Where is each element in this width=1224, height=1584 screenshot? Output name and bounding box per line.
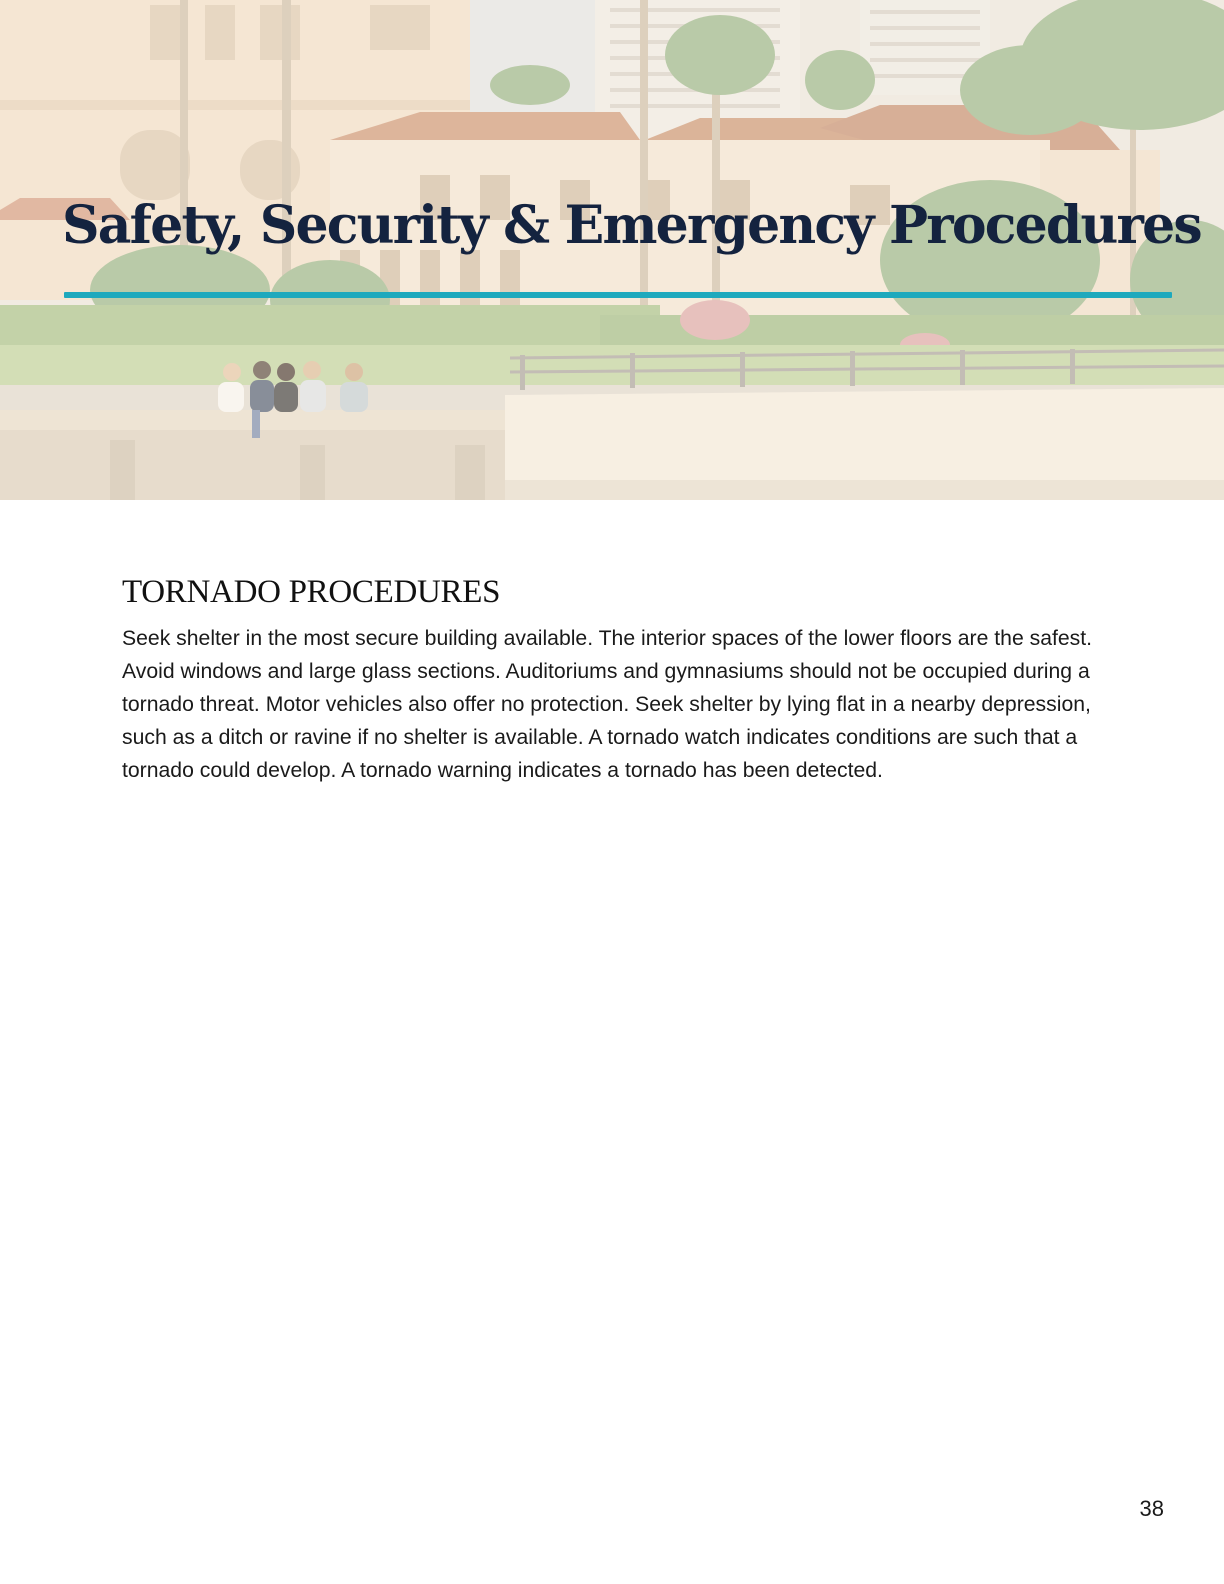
section-body-text: Seek shelter in the most secure building available. The interior spaces of the lower floors are the safest. Avoid windows and large glass sections. Auditoriums and gymnasiums should not be occupied during a tornado threat. Motor vehicles also offer no protection. Seek shelter by lying flat in a nearby depression, such as a ditch or ravine if no shelter is available. A tornado watch indicates conditions are such that a tornado could develop. A tornado warning indicates a tornado has been detected.: [122, 627, 1093, 782]
title-underline: [64, 292, 1172, 298]
page-number: 38: [1139, 1496, 1164, 1521]
hero-banner: [0, 0, 1224, 500]
tornado-procedures-section: [122, 572, 1122, 787]
section-heading: TORNADO PROCEDURES: [122, 574, 501, 610]
page-title: Safety, Security & Emergency Procedures: [62, 195, 1201, 256]
